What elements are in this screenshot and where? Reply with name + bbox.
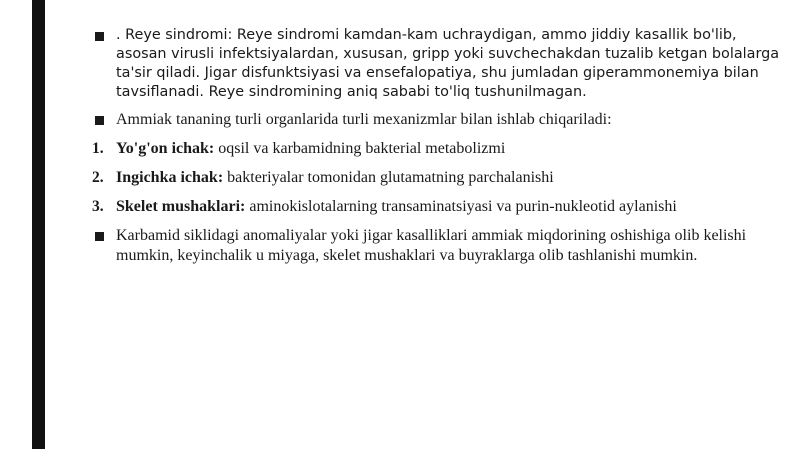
bullet-reye-syndrome [92,26,782,102]
left-accent-bar [32,0,45,449]
reye-text: . Reye sindromi: Reye sindromi kamdan-kam uchraydigan, ammo jiddiy kasallik bo'lib, asosan virusli infektsiyalardan, xususan, gripp yoki suvchechakdan tuzalib ketgan bolalarga ta'sir qiladi. Jigar disfunktsiyasi va ensefalopatiya, shu jumladan giperammonemiya bilan tavsiflanadi. Reye sindromining aniq sababi to'liq tushunilmagan. [116,27,780,100]
numbered-item-1 [92,139,782,159]
item-desc: aminokislotalarning transaminatsiyasi va purin-nukleotid aylanishi [245,198,677,215]
item-number: 1. [92,140,104,157]
karbamid-text: Karbamid siklidagi anomaliyalar yoki jigar kasalliklari ammiak miqdorining oshishiga olib kelishi mumkin, keyinchalik u miyaga, skelet mushaklari va buyraklarga olib tashlanishi mumkin. [116,227,747,264]
item-number: 2. [92,169,104,186]
slide-content [92,26,782,266]
numbered-item-3 [92,197,782,217]
item-desc: bakteriyalar tomonidan glutamatning parchalanishi [223,169,554,186]
bullet-ammonia-intro [92,110,782,130]
item-term: Ingichka ichak: [116,169,224,186]
numbered-item-2 [92,168,782,188]
item-number: 3. [92,198,104,215]
item-term: Skelet mushaklari: [116,198,246,215]
bullet-karbamid [92,226,782,266]
ammonia-intro-text: Ammiak tananing turli organlarida turli mexanizmlar bilan ishlab chiqariladi: [116,111,612,128]
square-bullet-icon [95,116,104,125]
square-bullet-icon [95,32,104,41]
item-desc: oqsil va karbamidning bakterial metabolizmi [214,140,506,157]
square-bullet-icon [95,232,104,241]
item-term: Yo'g'on ichak: [116,140,215,157]
